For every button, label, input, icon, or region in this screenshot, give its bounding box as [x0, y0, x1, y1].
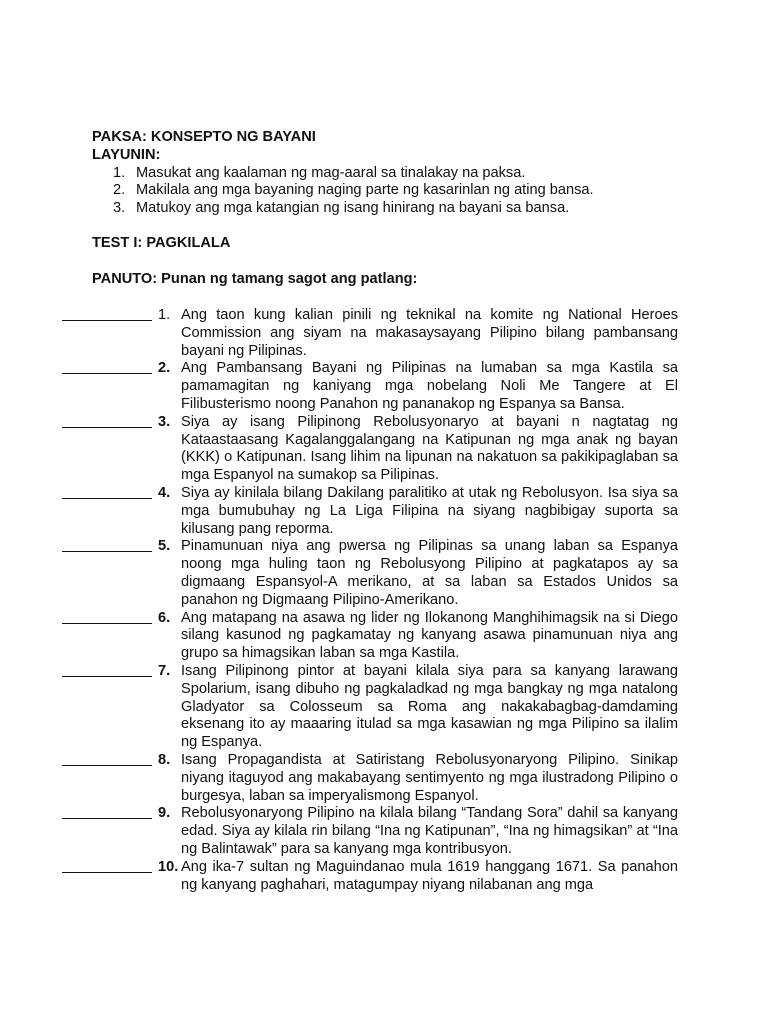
answer-blank[interactable] [62, 320, 152, 321]
question-number: 6. [158, 609, 171, 626]
question-text: Isang Pilipinong pintor at bayani kilala siya para sa kanyang larawang Spolarium, isang dibuho ng pagkaladkad ng mga bangkay ng mga natalong Gladyator sa Colosseum sa Roma ang nakakabagbag-damdaming eksenang ito ay maaaring itulad sa mga kasawian ng mga Pilipino sa ilalim ng Espanya. [181, 662, 678, 751]
question-number: 9. [158, 805, 171, 822]
answer-blank[interactable] [62, 818, 152, 819]
question-text: Siya ay isang Pilipinong Rebolusyonaryo at bayani n nagtatag ng Kataastaasang Kagalanggalangang na Katipunan ng mga anak ng bayan (KKK) o Katipunan. Isang lihim na lipunan na nakatuon sa pakikipaglaban sa mga Espanyol na sumakop sa Pilipinas. [181, 413, 678, 484]
objective-text: Matukoy ang mga katangian ng isang hinirang na bayani sa bansa. [136, 200, 570, 217]
question-number: 2. [158, 360, 171, 377]
question-item [0, 307, 768, 360]
question-number: 10. [158, 858, 179, 875]
question-item [0, 360, 768, 413]
objective-number: 3. [113, 200, 126, 217]
question-number: 5. [158, 538, 171, 555]
question-number: 7. [158, 662, 171, 679]
question-text: Isang Propagandista at Satiristang Rebolusyonaryong Pilipino. Sinikap niyang itaguyod ang makabayang sentimyento ng mga ilustradong Pilipino o burgesya, laban sa imperyalismong Espanyol. [181, 751, 678, 804]
objective-item [92, 182, 692, 200]
question-number: 8. [158, 751, 171, 768]
answer-blank[interactable] [62, 872, 152, 873]
question-text: Ang ika-7 sultan ng Maguindanao mula 1619 hanggang 1671. Sa panahon ng kanyang paghahari, matagumpay niyang nilabanan ang mga [181, 858, 678, 893]
answer-blank[interactable] [62, 373, 152, 374]
answer-blank[interactable] [62, 765, 152, 766]
objective-item [92, 200, 692, 218]
instructions: PANUTO: Punan ng tamang sagot ang patlang: [92, 271, 418, 287]
question-item [0, 859, 768, 895]
question-item [0, 663, 768, 752]
test-title: TEST I: PAGKILALA [92, 235, 231, 251]
question-text: Siya ay kinilala bilang Dakilang paralitiko at utak ng Rebolusyon. Isa siya sa mga bumubuhay ng La Liga Filipina na siyang nagbibigay suporta sa kilusang pang reporma. [181, 484, 678, 537]
question-item [0, 805, 768, 858]
questions-list [0, 307, 768, 894]
objective-item [92, 165, 692, 183]
answer-blank[interactable] [62, 427, 152, 428]
question-text: Rebolusyonaryong Pilipino na kilala bilang “Tandang Sora” dahil sa kanyang edad. Siya ay kilala rin bilang “Ina ng Katipunan”, “Ina ng himagsikan” at “Ina ng Balintawak” para sa kanyang mga kontribusyon. [181, 805, 678, 857]
question-item [0, 538, 768, 609]
question-item [0, 610, 768, 663]
answer-blank[interactable] [62, 551, 152, 552]
question-text: Ang matapang na asawa ng lider ng Ilokanong Manghihimagsik na si Diego silang kasunod ng pagkamatay ng kanyang asawa pinamunuan niya ang grupo sa himagsikan laban sa mga Kastila. [181, 609, 678, 662]
question-number: 1. [158, 307, 171, 323]
objective-number: 2. [113, 182, 126, 199]
question-number: 3. [158, 413, 171, 430]
objective-number: 1. [113, 164, 126, 181]
question-text: Pinamunuan niya ang pwersa ng Pilipinas sa unang laban sa Espanya noong mga huling taon ng Rebolusyong Pilipino at pagkatapos ay sa digmaang Espansyol-A merikano, at sa laban sa Estados Unidos sa panahon ng Digmaang Pilipino-Amerikano. [181, 538, 678, 608]
header [92, 129, 692, 218]
question-text: Ang taon kung kalian pinili ng teknikal na komite ng National Heroes Commission ang siyam na makasaysayang Pilipino bilang pambansang bayani ng Pilipinas. [181, 307, 678, 359]
objective-text: Masukat ang kaalaman ng mag-aaral sa tinalakay na paksa. [136, 164, 526, 181]
topic-heading: PAKSA: KONSEPTO NG BAYANI [92, 129, 316, 145]
objective-text: Makilala ang mga bayaning naging parte ng kasarinlan ng ating bansa. [136, 182, 594, 199]
question-number: 4. [158, 484, 171, 501]
question-item [0, 414, 768, 485]
objectives-heading: LAYUNIN: [92, 146, 161, 163]
answer-blank[interactable] [62, 498, 152, 499]
objectives-list [92, 165, 692, 218]
question-item [0, 485, 768, 538]
answer-blank[interactable] [62, 676, 152, 677]
question-text: Ang Pambansang Bayani ng Pilipinas na lumaban sa mga Kastila sa pamamagitan ng kaniyang mga nobelang Noli Me Tangere at El Filibusterismo noong Panahon ng pananakop ng Espanya sa Bansa. [181, 360, 678, 412]
answer-blank[interactable] [62, 623, 152, 624]
question-item [0, 752, 768, 805]
